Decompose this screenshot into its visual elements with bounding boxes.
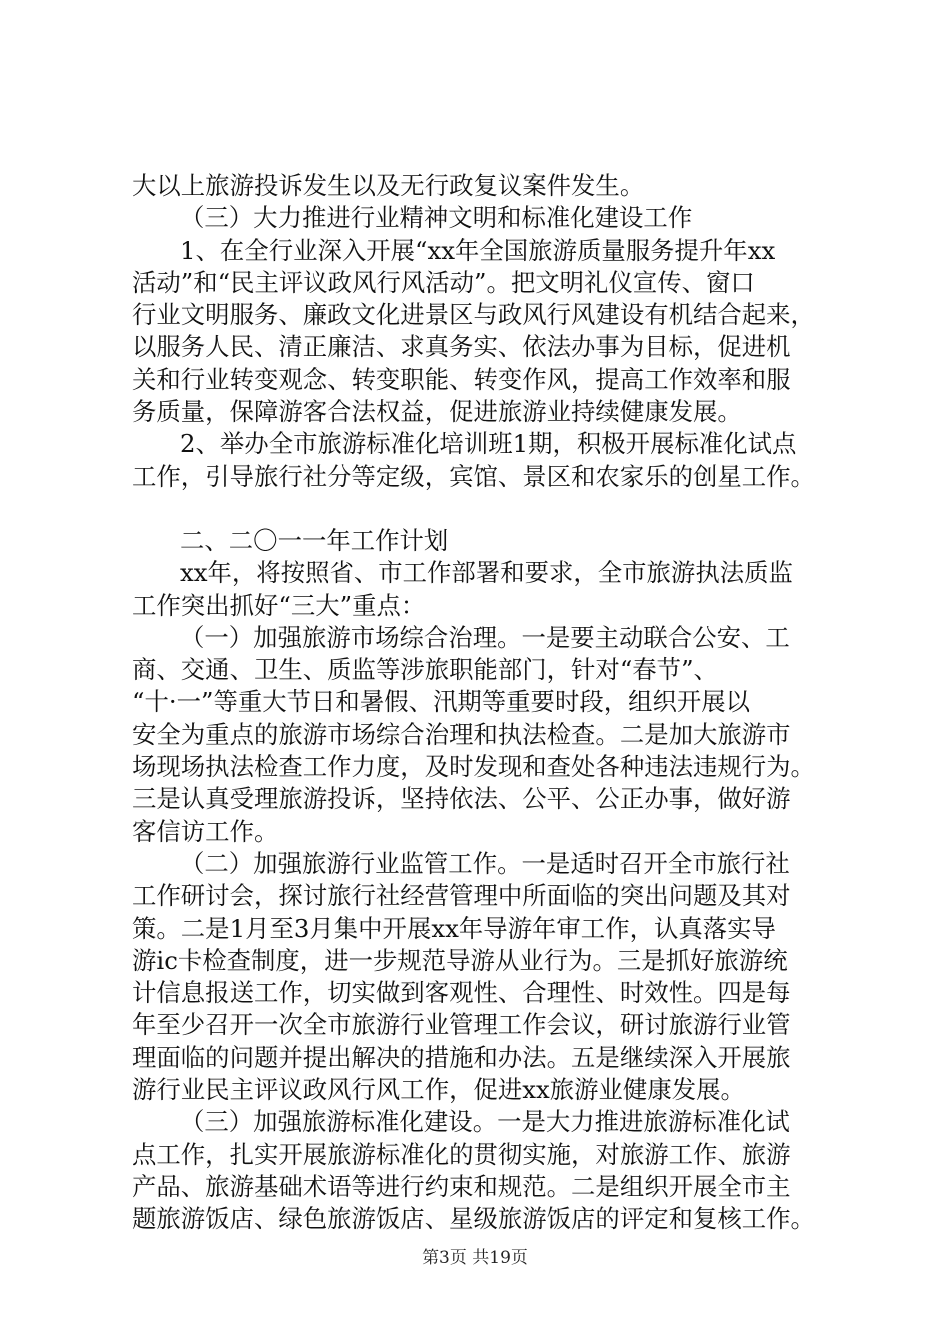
paragraph-line: 大以上旅游投诉发生以及无行政复议案件发生。: [132, 171, 645, 200]
paragraph-line: 游ic卡检查制度，进一步规范导游从业行为。三是抓好旅游统: [132, 945, 788, 975]
paragraph-line: 工作突出抓好“三大”重点：: [132, 590, 426, 620]
paragraph-line: （三）加强旅游标准化建设。一是大力推进旅游标准化试: [180, 1107, 790, 1137]
paragraph-line: （二）加强旅游行业监管工作。一是适时召开全市旅行社: [180, 848, 790, 878]
paragraph-line: xx年，将按照省、市工作部署和要求，全市旅游执法质监: [180, 558, 793, 588]
paragraph-line: 工作研讨会，探讨旅行社经营管理中所面临的突出问题及其对: [132, 881, 791, 911]
paragraph-line: 关和行业转变观念、转变职能、转变作风，提高工作效率和服: [132, 364, 791, 394]
paragraph-line: 商、交通、卫生、质监等涉旅职能部门，针对“春节”、: [132, 655, 718, 685]
paragraph-line: 务质量，保障游客合法权益，促进旅游业持续健康发展。: [132, 397, 742, 427]
section-heading: （三）大力推进行业精神文明和标准化建设工作: [180, 203, 693, 233]
paragraph-line: 活动”和“民主评议政风行风活动”。把文明礼仪宣传、窗口: [132, 267, 755, 297]
document-body: [132, 170, 822, 1236]
paragraph-line: 理面临的问题并提出解决的措施和办法。五是继续深入开展旅: [132, 1042, 791, 1072]
paragraph-line: 计信息报送工作，切实做到客观性、合理性、时效性。四是每: [132, 978, 791, 1008]
section-heading: 二、二〇一一年工作计划: [180, 525, 449, 555]
paragraph-line: 以服务人民、清正廉洁、求真务实、依法办事为目标，促进机: [132, 332, 791, 362]
paragraph-line: 2、举办全市旅游标准化培训班1期，积极开展标准化试点: [180, 429, 797, 459]
paragraph-line: 游行业民主评议政风行风工作，促进xx旅游业健康发展。: [132, 1075, 745, 1105]
blank-line: [132, 493, 822, 525]
page-number-footer: 第3页 共19页: [422, 1248, 528, 1268]
paragraph-line: 策。二是1月至3月集中开展xx年导游年审工作，认真落实导: [132, 913, 776, 943]
paragraph-line: 安全为重点的旅游市场综合治理和执法检查。二是加大旅游市: [132, 719, 791, 749]
paragraph-line: 题旅游饭店、绿色旅游饭店、星级旅游饭店的评定和复核工作。: [132, 1204, 815, 1234]
paragraph-line: 客信访工作。: [132, 816, 279, 846]
paragraph-line: 产品、旅游基础术语等进行约束和规范。二是组织开展全市主: [132, 1171, 791, 1201]
paragraph-line: 行业文明服务、廉政文化进景区与政风行风建设有机结合起来，: [132, 300, 815, 330]
paragraph-line: “十·一”等重大节日和暑假、汛期等重要时段，组织开展以: [132, 687, 751, 717]
paragraph-line: 工作，引导旅行社分等定级，宾馆、景区和农家乐的创星工作。: [132, 461, 815, 491]
paragraph-line: 场现场执法检查工作力度，及时发现和查处各种违法违规行为。: [132, 752, 815, 782]
paragraph-line: 1、在全行业深入开展“xx年全国旅游质量服务提升年xx: [180, 235, 776, 265]
paragraph-line: 年至少召开一次全市旅游行业管理工作会议，研讨旅游行业管: [132, 1010, 791, 1040]
paragraph-line: 三是认真受理旅游投诉，坚持依法、公平、公正办事，做好游: [132, 784, 791, 814]
paragraph-line: 点工作，扎实开展旅游标准化的贯彻实施，对旅游工作、旅游: [132, 1139, 791, 1169]
paragraph-line: （一）加强旅游市场综合治理。一是要主动联合公安、工: [180, 622, 790, 652]
